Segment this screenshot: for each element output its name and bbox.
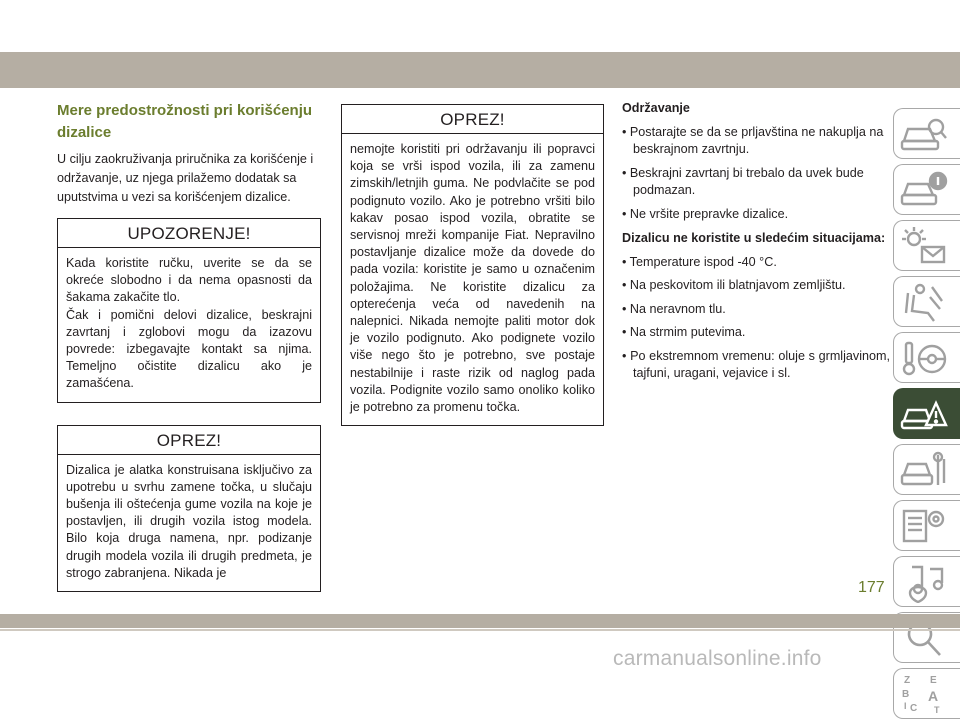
top-band [0,52,960,88]
tab-car-search[interactable] [893,108,960,159]
section-title-line2: dizalice [57,124,112,141]
warning-lights-message-icon [900,225,948,267]
bottom-line [0,629,960,631]
caution-box-1-title: OPREZ! [58,426,320,455]
alphabet-index-icon [900,673,948,715]
car-info-icon [900,169,948,211]
chapter-tabs [893,108,960,724]
column-left [57,100,321,592]
warning-box-title: UPOZORENJE! [58,219,320,248]
tab-letter: C [910,703,918,714]
tab-technical-specs[interactable] [893,500,960,551]
column-middle [341,104,604,426]
condition-bullet: • Na peskovitom ili blatnjavom zemljištu. [622,278,846,292]
tab-safety[interactable] [893,276,960,327]
maintenance-bullet: • Postarajte se da se prljavština ne nakuplja na beskrajnom zavrtnju. [622,124,884,156]
condition-bullet: • Po ekstremnom vremenu: oluje s grmljavinom, tajfuni, uragani, vejavice i sl. [622,348,890,380]
tab-alphabetical[interactable] [893,668,960,719]
caution-box-2 [341,104,604,426]
condition-bullet: • Na neravnom tlu. [622,301,726,316]
caution-box-2-title: OPREZ! [342,105,603,134]
maintenance-bullet: • Beskrajni zavrtanj bi trebalo da uvek bude podmazan. [622,165,864,197]
tab-servicing[interactable] [893,444,960,495]
car-hazard-icon [900,393,948,435]
warning-text-2: Čak i pomični delovi dizalice, beskrajni zavrtanj i zglobovi mogu da izazovu povrede: izbegavajte kontakt sa njima. Temeljno očistite dizalicu ako je zamašćena. [66,307,312,391]
bottom-band [0,614,960,628]
conditions-heading: Dizalicu ne koristite u sledećim situacijama: [622,231,886,245]
tab-letter: A [928,688,939,704]
section-title-line1: Mere predostrožnosti pri korišćenju [57,102,313,119]
maintenance-bullet: • Ne vršite prepravke dizalice. [622,206,789,221]
car-search-icon [900,113,948,155]
watermark: carmanualsonline.info [613,647,822,670]
condition-bullet: • Na strmim putevima. [622,325,746,339]
key-steering-wheel-icon [900,337,948,379]
car-tools-icon [900,449,948,491]
caution-box-1-body [58,455,320,591]
tab-warning-lights[interactable] [893,220,960,271]
caution-box-1 [57,425,321,592]
page-number: 177 [858,579,885,596]
specs-gear-icon [900,505,948,547]
caution-text-2: nemojte koristiti pri održavanju ili popravci koja se vrši ispod vozila, ili za zamenu zimskih/letnjih guma. Ne podvlačite se pod podignuto vozilo. Ako je potrebno vršiti bilo kakav posao ispod vozila, obratite se servisnoj mreži kompanije Fiat. Nepravilno postavljanje dizalice može da dovede do pada vozila: koristite je samo u označenim položajima. Ne koristite dizalicu za opterećenja veća od navedenih na nalepnici. Nikada nemojte paliti motor dok je vozilo podignuto. Ako podignete vozilo više nego što je potrebno, sve postaje nestabilnije i raste rizik od naglog pada vozila. Podignite vozilo samo onoliko koliko je potrebno za promenu točka. [350,142,595,415]
caution-box-2-body [342,134,603,425]
condition-bullet: • Temperature ispod -40 °C. [622,254,777,269]
tab-letter: Z [904,675,911,686]
column-right [622,100,890,389]
tab-letter: T [934,705,940,715]
multimedia-icon [900,561,948,603]
warning-box-body [58,248,320,402]
caution-text-1: Dizalica je alatka konstruisana isključivo za upotrebu u svrhu zamene točka, u slučaju bušenja ili oštećenja gume vozila na koje je postavljen, ili drugih vozila istog modela. Bilo koja druga namena, npr. podizanje drugih modela vozila ili drugih predmeta, je strogo zabranjena. Nikada je [66,462,312,580]
tab-emergency[interactable] [893,388,960,439]
tab-letter: I [904,701,907,711]
airbag-seat-icon [900,281,948,323]
tab-letter: E [930,675,937,686]
intro-text: U cilju zaokruživanja priručnika za korišćenje i održavanje, uz njega prilažemo dodatak sa uputstvima u vezi sa korišćenjem dizalice. [57,152,314,204]
tab-starting-driving[interactable] [893,332,960,383]
tab-multimedia[interactable] [893,556,960,607]
section-title [57,100,321,144]
maintenance-heading: Održavanje [622,101,690,115]
warning-text-1: Kada koristite ručku, uverite se da se okreće slobodno i da nema opasnosti da šakama zakačite tlo. [66,256,312,305]
tab-car-info[interactable] [893,164,960,215]
warning-box [57,218,321,403]
tab-letter: B [902,689,910,700]
